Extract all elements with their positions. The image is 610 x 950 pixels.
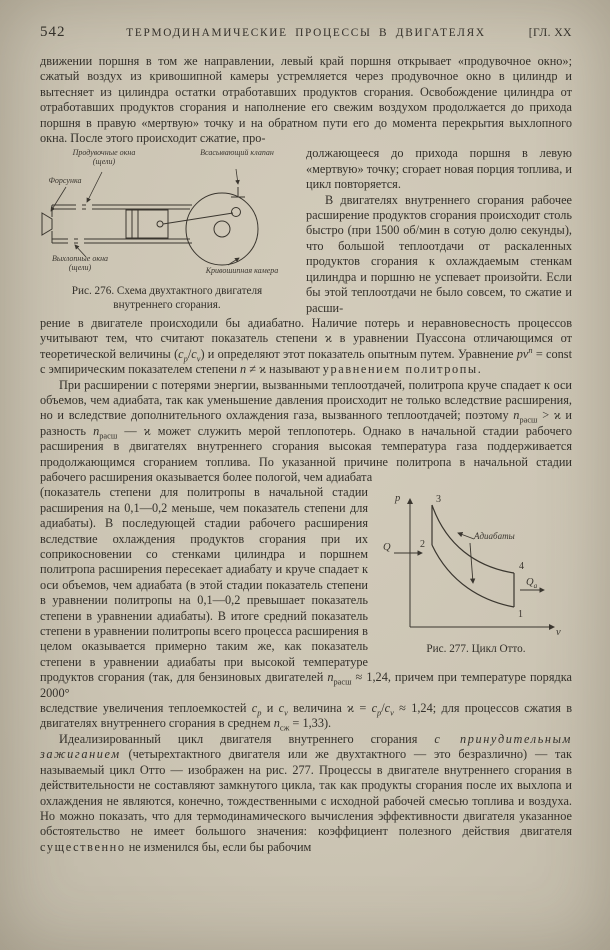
intake-valve [231,187,245,197]
paragraph-1: движении поршня в том же направлении, левый край поршня открывает «продувочное окно»; сжатый воздух из кривошипной камеры устремляется через продувочное окно в цилиндр и вытесняет из цилиндра остатки отработавших продуктов сгорания. Освобождение цилиндра от отработавших продуктов сгорания и наполнение его свежим воздухом продолжается до прихода поршня в правую «мертвую» точку и на обратном пути его до момента перекрытия выхлопного окна. После этого происходит сжатие, про- [40,54,572,146]
axis-label-p: p [395,493,401,505]
paragraph-8: Идеализированный цикл двигателя внутреннего сгорания с принудительным зажиганием (четырехтактного двигателя или же двухтактного — это безразлично) — так называемый цикл Отто — изображен на рис. 277. Процессы в двигателе внутреннего сгорания в действительности не составляют замкнутого цикла, так как продукты сгорания после их выхлопа и охлаждения не являются, конечно, тождественными с исходной рабочей смесью топлива и воздуха. Но можно показать, что для термодинамического вычисления эффективности двигателя указанное обстоятельство не имеет большого значения: коэффициент полезного действия двигателя существенно не изменился бы, если бы рабочим [40,731,572,854]
paragraph-4: рение в двигателе происходили бы адиабатно. Наличие потерь и неравновесность процессов учитывают тем, что считают показатель степени ϰ в уравнении Пуассона отличающимся от теоретической величины $(c_p/c_v)$ и определяют этот показатель опытным путем. Уравнение $pv^n$ = const с эмпирическим показателем степени n ≠ ϰ называют уравнением политропы. [40,315,572,377]
paragraph-7: вследствие увеличения теплоемкостей $c_p$ и $c_v$ величина $ϰ = c_p/c_v \approx 1,24$; для процессов сжатия в двигателях внутреннего сгорания в среднем $n_{сж} = 1,33$). [40,701,573,733]
cycle-curves [432,505,514,607]
heat-in-label: Q [383,542,391,554]
adiabat-2-1 [432,545,514,607]
text-flow [40,54,572,855]
figure-277-drawing [380,487,572,639]
figure-277-caption: Рис. 277. Цикл Отто. [426,643,526,656]
connecting-rod [163,213,233,224]
otto-cycle-pv-diagram-svg [380,487,572,639]
crankcase-circle [163,187,258,265]
chapter-label: [ГЛ. XX [528,27,572,39]
page-number: 542 [40,24,66,40]
paragraph-6: (показатель степени для политропы в начальной стадии расширения на 0,1—0,2 меньше, чем показатель степени для адиабаты). В последующей стадии рабочего расширения вследствие охлаждения продуктов сгорания при их соприкосновении со стенками цилиндра и поршнем политропа расширения пересекает адиабату и круче спадает к оси объемов, чем адиабата (в этой стадии показатель степени в уравнении политропы на 0,1—0,2 превышает показатель степени в уравнении адиабаты). В итоге средний показатель степени в уравнении политропы всего процесса расширения в целом оказывается примерно таким же, как показатель степени в уравнении адиабаты при высокой температуре продуктов сгорания (так, для бензиновых двигателей $n_{расш} \approx 1,24$, причем при температуре порядка 2000° [40,485,572,700]
figure-277 [380,487,572,657]
paragraph-5: При расширении с потерями энергии, вызванными теплоотдачей, политропа круче спадает к оси объемов, чем адиабата, так как уменьшение давления происходит не только вследствие расширения, но и вследствие дополнительного охлаждения газа, вызванного теплоотдачей; поэтому $n_{расш} > ϰ$ и разность $n_{расш}$ — ϰ может служить мерой теплопотерь. Однако в начальной стадии рабочего расширения в двигателях внутреннего сгорания высокая температура газа поддерживается продолжающимся сгоранием топлива. По указанной причине политропа в начальной стадии рабочего расширения оказывается более пологой, чем адиабата [40,377,572,484]
adiabats-label: Адиабаты [474,531,515,542]
label-injector: Форсунка [48,176,82,186]
point-label-1: 1 [518,609,523,621]
label-exhaust-ports: Выхлопные окна (щели) [51,254,109,273]
figure-276 [40,149,294,312]
point-label-2: 2 [420,539,425,551]
piston [126,210,168,238]
heat-out-label: $Q_a$ [526,577,538,591]
figure-276-caption: Рис. 276. Схема двухтактного двигателя внутреннего сгорания. [71,285,263,312]
label-intake-valve: Всасывающий клапан [200,148,274,158]
injector-nozzle [42,213,52,235]
paragraph-3: В двигателях внутреннего сгорания рабочее расширение продуктов сгорания происходит столь быстро (при 1500 об/мин в сотую долю секунды), что большой теплоотдачи от раскаленных продуктов сгорания к охлаждаемым стенкам цилиндра и поршню не успевает произойти. Если бы этой теплоотдачи не было совсем, то сжатие и расши- [306,192,572,315]
label-crankcase: Кривошипная камера [205,266,279,276]
figure-276-drawing [40,149,294,281]
paragraph-2: должающееся до прихода поршня в левую «мертвую» точку; сгорает новая порция топлива, и цикл повторяется. [306,146,572,192]
axis-label-v: v [556,627,561,639]
point-label-3: 3 [436,494,441,506]
page-header [40,24,572,41]
cylinder [42,205,192,243]
label-scavenge-ports: Продувочные окна (щели) [72,148,136,167]
running-head: ТЕРМОДИНАМИЧЕСКИЕ ПРОЦЕССЫ В ДВИГАТЕЛЯХ [126,27,486,39]
point-label-4: 4 [519,561,524,573]
